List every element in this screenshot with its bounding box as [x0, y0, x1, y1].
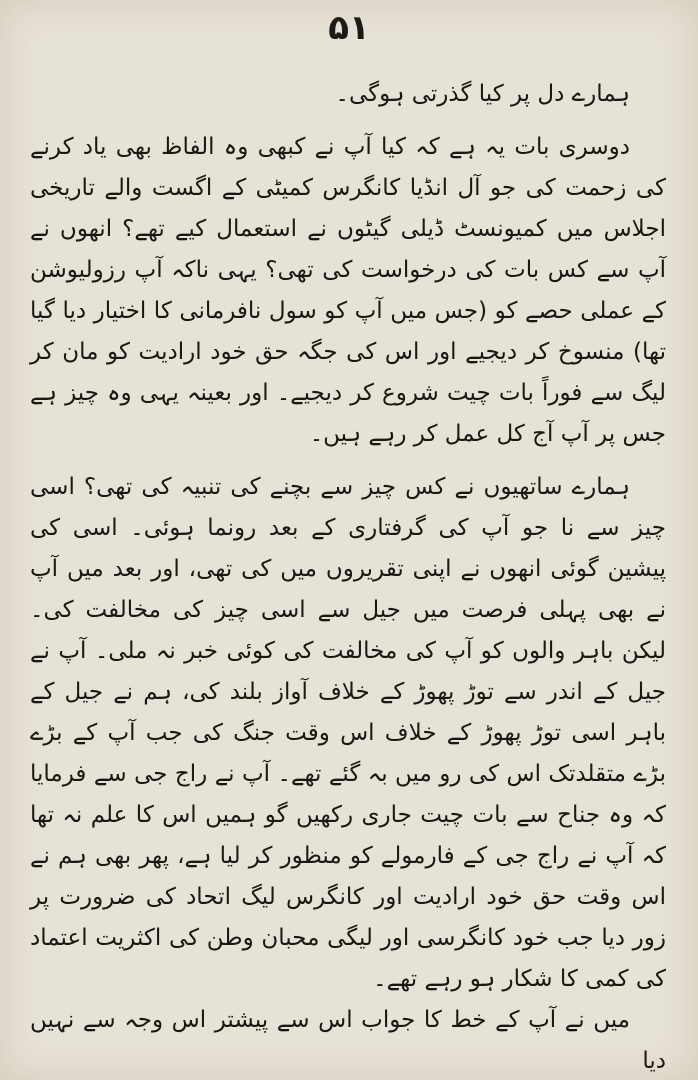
paragraph-gap [30, 115, 666, 127]
paragraph-2: دوسری بات یہ ہے کہ کیا آپ نے کبھی وہ الفاظ بھی یاد کرنے کی زحمت کی جو آل انڈیا کانگرس کمیٹی کے اگست والے تاریخی اجلاس میں کمیونسٹ ڈیلی گیٹوں نے استعمال کیے تھے؟ انھوں نے آپ سے کس بات کی درخواست کی تھی؟ یہی ناکہ آپ رزولیوشن کے عملی حصے کو (جس میں آپ کو سول نافرمانی کا اختیار دیا گیا تھا) منسوخ کر دیجیے اور اس کی جگہ حق خود ارادیت کو مان کر لیگ سے فوراً بات چیت شروع کر دیجیے۔ اور بعینہ یہی وہ چیز ہے جس پر آپ آج کل عمل کر رہے ہیں۔ [30, 134, 666, 447]
page-body-text [30, 74, 666, 1080]
paragraph-1: ہمارے دل پر کیا گذرتی ہوگی۔ [335, 81, 630, 107]
paragraph-gap [30, 455, 666, 467]
paragraph-4: میں نے آپ کے خط کا جواب اس سے پیشتر اس وجہ سے نہیں دیا [30, 1007, 666, 1074]
paragraph-3: ہمارے ساتھیوں نے کس چیز سے بچنے کی تنبیہ کی تھی؟ اسی چیز سے نا جو آپ کی گرفتاری کے بعد رونما ہوئی۔ اسی کی پیشین گوئی انھوں نے اپنی تقریروں میں کی تھی، اور بعد میں آپ نے بھی پہلی فرصت میں جیل سے اسی چیز کی مخالفت کی۔ لیکن باہر والوں کو آپ کی مخالفت کی کوئی خبر نہ ملی۔ آپ نے جیل کے اندر سے توڑ پھوڑ کے خلاف آواز بلند کی، ہم نے جیل کے باہر اسی توڑ پھوڑ کے خلاف اس وقت جنگ کی جب آپ کے بڑے بڑے متقلدتک اس کی رو میں بہ گئے تھے۔ آپ نے راج جی سے فرمایا کہ وہ جناح سے بات چیت جاری رکھیں گو ہمیں اس کا علم نہ تھا کہ آپ نے راج جی کے فارمولے کو منظور کر لیا ہے، پھر بھی ہم نے اس وقت حق خود ارادیت اور کانگرس لیگ اتحاد کی ضرورت پر زور دیا جب خود کانگرسی اور لیگی محبان وطن کی اکثریت اعتماد کی کمی کا شکار ہو رہے تھے۔ [30, 474, 666, 992]
page-number: ۵۱ [328, 8, 370, 48]
